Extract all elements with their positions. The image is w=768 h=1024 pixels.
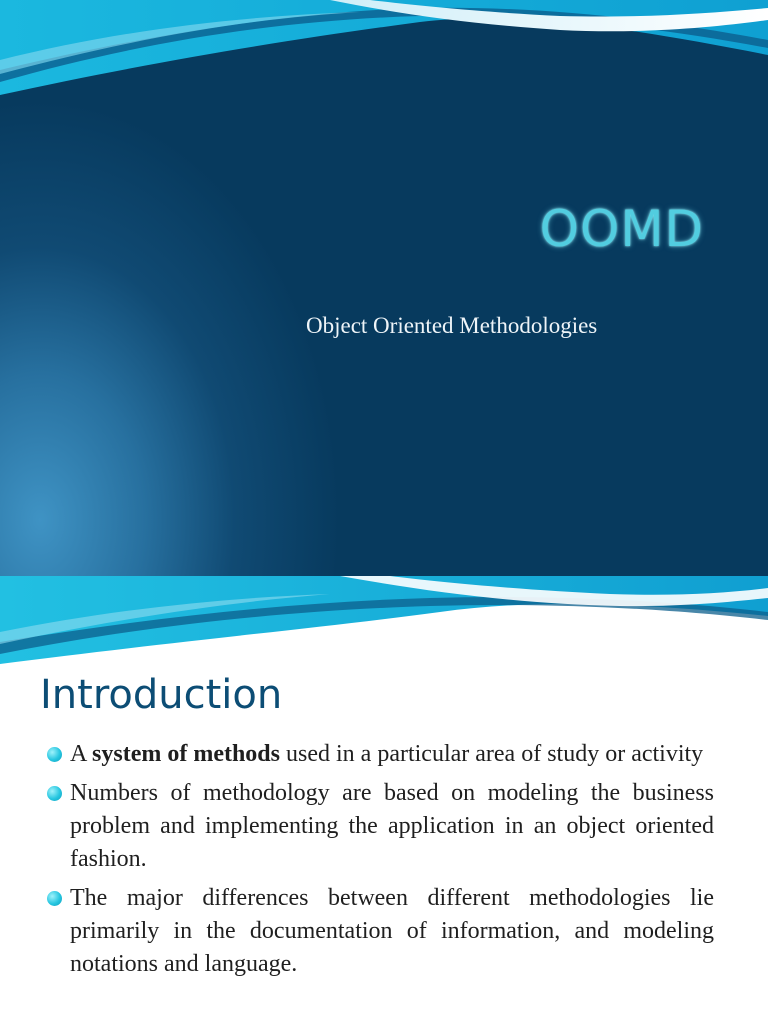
list-item [44,738,714,771]
bullet-text: used in a particular area of study or activity [280,741,704,767]
bullet-list [44,738,714,987]
list-item [44,777,714,876]
slide-subtitle: Object Oriented Methodologies [306,313,598,338]
header-waves [0,0,768,110]
bullet-icon [47,891,62,906]
slide-title: Introduction [40,672,283,718]
slide-title: OOMD [539,200,704,258]
bullet-icon [47,786,62,801]
bullet-bold-text: system of methods [92,741,280,767]
bullet-prefix: A [70,741,93,767]
bullet-text: Numbers of methodology are based on modeling the business problem and implementing the application in an object oriented fashion. [70,780,714,872]
list-item [44,882,714,981]
bullet-icon [47,747,62,762]
bullet-text: The major differences between different methodologies lie primarily in the documentation of information, and modeling notations and language. [70,885,714,977]
content-slide [0,576,768,1024]
header-waves [0,576,768,666]
